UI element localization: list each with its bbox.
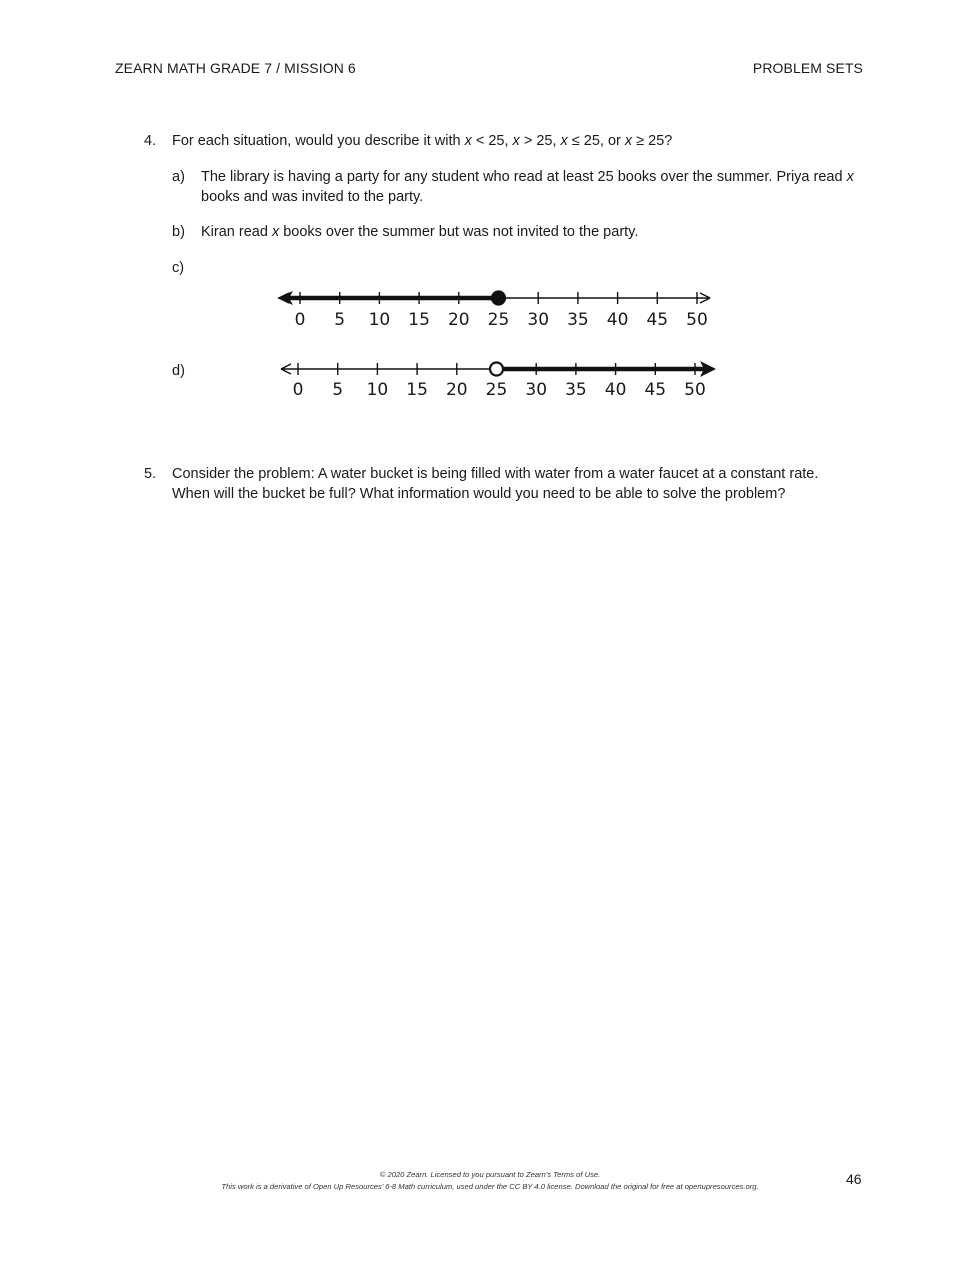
stem-text: ≥ 25? (632, 133, 673, 149)
number-line-d (0, 0, 979, 420)
variable-x: x (846, 169, 854, 185)
open-point (490, 363, 503, 376)
variable-x: x (271, 224, 280, 240)
part-b-text-2: books over the summer but was not invited to the party. (279, 224, 639, 240)
part-b-text-1: Kiran read (201, 224, 272, 240)
page-number: 46 (846, 1171, 862, 1187)
variable-x: x (512, 133, 520, 149)
tick-label: 20 (447, 310, 470, 330)
tick-label: 20 (445, 380, 468, 400)
footer-license (150, 1169, 830, 1193)
tick-label: 35 (565, 380, 587, 400)
tick-label: 50 (686, 310, 708, 330)
part-d-label: d) (172, 363, 185, 379)
stem-text: < 25, (471, 133, 513, 149)
tick-label: 45 (646, 310, 669, 330)
tick-label: 10 (366, 380, 389, 400)
tick-label: 30 (525, 380, 548, 400)
stem-text: > 25, (519, 133, 561, 149)
tick-label: 50 (684, 380, 706, 400)
tick-label: 15 (406, 380, 428, 400)
tick-label: 30 (527, 310, 550, 330)
tick-label: 5 (332, 380, 344, 400)
tick-label: 0 (292, 380, 304, 400)
footer-line-2: This work is a derivative of Open Up Resources’ 6-8 Math curriculum, used under the CC BY 4.0 license. Download the original for free at openupresources.org. (221, 1182, 759, 1191)
tick-label: 40 (606, 310, 629, 330)
tick-label: 10 (368, 310, 391, 330)
variable-x: x (560, 133, 568, 149)
part-b-label: b) (172, 224, 185, 240)
tick-label: 40 (604, 380, 627, 400)
header-title: ZEARN MATH GRADE 7 / MISSION 6 (115, 60, 356, 76)
question-4-number: 4. (144, 133, 157, 149)
question-5-line-1: Consider the problem: A water bucket is being filled with water from a water faucet at a constant rate. (172, 466, 819, 482)
header-section: PROBLEM SETS (752, 60, 863, 76)
part-a-label: a) (172, 169, 185, 185)
tick-label: 0 (294, 310, 306, 330)
question-5-line-2: When will the bucket be full? What information would you need to be able to solve the problem? (172, 486, 786, 502)
stem-text: For each situation, would you describe it with (172, 133, 465, 149)
stem-text: ≤ 25, or (567, 133, 625, 149)
question-5-text (172, 464, 818, 504)
tick-label: 25 (485, 380, 508, 400)
variable-x: x (624, 133, 633, 149)
part-c-label: c) (172, 260, 185, 276)
footer-line-1: © 2020 Zearn. Licensed to you pursuant to Zearn’s Terms of Use. (379, 1170, 601, 1179)
part-a-text-2: books and was invited to the party. (201, 189, 424, 205)
question-5-number: 5. (144, 466, 157, 482)
tick-label: 15 (408, 310, 430, 330)
tick-label: 35 (567, 310, 589, 330)
tick-label: 25 (487, 310, 510, 330)
variable-x: x (464, 133, 472, 149)
tick-label: 5 (334, 310, 346, 330)
part-a-text-1: The library is having a party for any student who read at least 25 books over the summer. Priya read (201, 169, 847, 185)
tick-label: 45 (644, 380, 667, 400)
